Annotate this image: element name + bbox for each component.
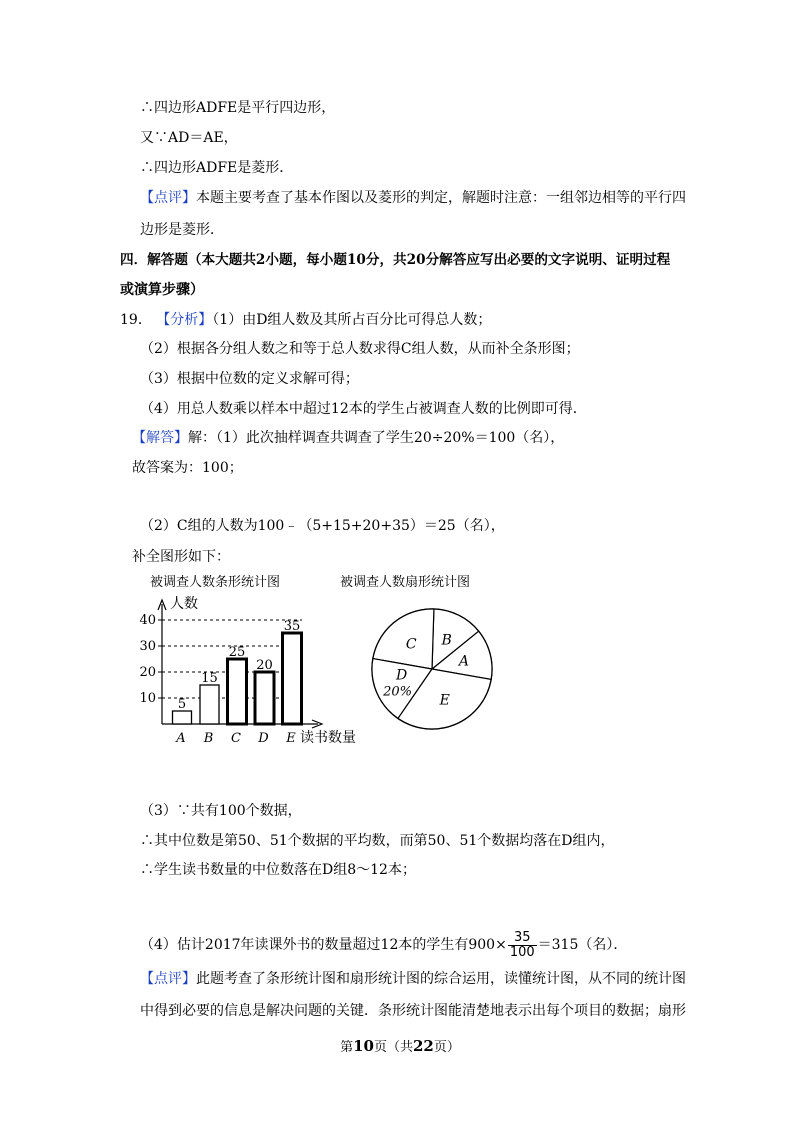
answer-3b: ∴其中位数是第50、51个数据的平均数，而第50、51个数据均落在D组内， [140,833,615,849]
y-tick-label: 30 [139,639,156,654]
bar [228,659,247,724]
y-axis-label: 人数 [170,596,198,612]
answer-4 [140,929,627,961]
pie-slice-percent: 20% [383,684,413,700]
pie-slice-label: E [439,692,450,709]
footer-page-number: 10 [353,1037,374,1055]
footer-post: 页） [433,1040,460,1055]
fraction-denominator: 100 [509,944,535,960]
analysis-line [120,310,491,330]
comment-text: 本题主要考查了基本作图以及菱形的判定，解题时注意：一组邻边相等的平行四 [196,190,686,206]
x-axis-label: 读书数量 [300,730,356,746]
bar-chart-title: 被调查人数条形统计图 [150,575,281,590]
comment-tag: 【点评】 [140,190,196,206]
fraction-numerator: 35 [508,931,537,946]
category-label: D [258,731,269,746]
category-label: B [203,731,214,746]
footer-mid: 页（共 [373,1040,413,1055]
analysis-1: （1）由D组人数及其所占百分比可得总人数； [212,312,492,328]
y-tick-label: 40 [139,613,156,628]
pie-slice-label: B [441,632,452,649]
bar [283,633,302,724]
pie-chart [365,590,500,745]
comment-2 [140,969,686,989]
comment-1-cont: 边形是菱形． [140,222,224,238]
answer-3c: ∴学生读书数量的中位数落在D组8～12本； [140,862,416,878]
answer-line-1 [132,428,564,448]
question-number: 19． [120,312,152,328]
answer-2b: 补全图形如下： [132,549,230,565]
pie-slice-label: A [458,653,470,670]
bar [200,685,219,724]
pie-slice-label: D [395,667,408,684]
bar-value-label: 15 [201,671,218,686]
answer-1: 解：（1）此次抽样调查共调查了学生20÷20%＝100（名）， [188,430,565,446]
fraction [508,931,537,960]
category-label: A [176,731,186,746]
comment-2-text: 此题考查了条形统计图和扇形统计图的综合运用，读懂统计图，从不同的统计图 [196,971,686,987]
analysis-tag: 【分析】 [156,312,213,328]
answer-1b: 故答案为：100； [132,460,243,476]
proof-line-3: ∴四边形ADFE是菱形． [140,160,294,176]
answer-3a: （3）∵共有100个数据， [140,803,302,819]
comment-1 [140,188,686,208]
category-label: C [231,731,241,746]
bar [173,711,192,724]
category-label: E [286,731,296,746]
comment-2-cont: 中得到必要的信息是解决问题的关键．条形统计图能清楚地表示出每个项目的数据；扇形 [140,1003,686,1019]
footer-pre: 第 [340,1040,354,1055]
comment-2-tag: 【点评】 [140,971,196,987]
bar-value-label: 20 [256,658,273,673]
pie-chart-title: 被调查人数扇形统计图 [340,575,471,590]
y-tick-label: 10 [139,691,156,706]
proof-line-2: 又∵AD＝AE， [140,130,238,146]
section-title: 四．解答题（本大题共2小题，每小题10分，共20分解答应写出必要的文字说明、证明过程 [120,252,671,268]
analysis-4: （4）用总人数乘以样本中超过12本的学生占被调查人数的比例即可得． [140,401,587,417]
bar [255,672,274,724]
bar-chart [130,590,370,750]
page-footer [0,1036,800,1055]
pie-slice-label: C [405,636,417,653]
proof-line-1: ∴四边形ADFE是平行四边形， [140,100,336,116]
answer-tag: 【解答】 [132,430,188,446]
bar-value-label: 25 [228,645,246,660]
analysis-3: （3）根据中位数的定义求解可得； [140,371,359,387]
bar-value-label: 35 [283,619,301,634]
bar-value-label: 5 [177,697,187,712]
answer-4-pre: （4）估计2017年读课外书的数量超过12本的学生有900× [140,937,507,953]
section-title-cont: 或演算步骤） [120,282,204,298]
answer-4-post: ＝315（名）． [537,937,628,953]
y-tick-label: 20 [139,665,156,680]
analysis-2: （2）根据各分组人数之和等于总人数求得C组人数，从而补全条形图； [140,341,580,357]
answer-2: （2）C组的人数为100﹣（5+15+20+35）＝25（名）， [140,518,505,534]
footer-total-pages: 22 [413,1037,434,1055]
